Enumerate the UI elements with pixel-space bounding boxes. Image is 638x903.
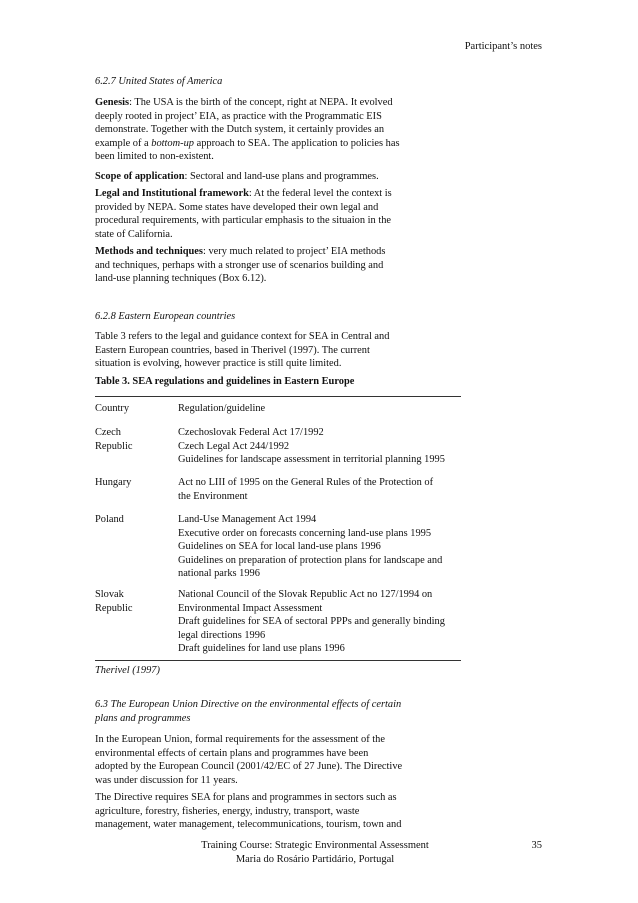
table-row-country xyxy=(95,513,175,527)
regulation-line: Draft guidelines for land use plans 1996 xyxy=(178,643,345,655)
regulation-line: Guidelines for landscape assessment in territorial planning 1995 xyxy=(178,454,445,466)
country-name: Republic xyxy=(95,602,133,614)
paragraph-line: The Directive requires SEA for plans and programmes in sectors such as xyxy=(95,792,397,803)
regulation-line: Czech Legal Act 244/1992 xyxy=(178,440,290,452)
table-row-regulations xyxy=(178,426,460,467)
legal-label: Legal and Institutional framework xyxy=(95,188,249,199)
genesis-line: approach to SEA. The application to policies has xyxy=(193,137,400,149)
country-name: Hungary xyxy=(95,477,132,488)
regulation-line: National Council of the Slovak Republic Act no 127/1994 on xyxy=(178,589,433,600)
genesis-line: demonstrate. Together with the Dutch system, it certainly provides an xyxy=(95,124,385,136)
regulation-line: Environmental Impact Assessment xyxy=(178,602,323,614)
regulation-line: Guidelines on SEA for local land-use plans 1996 xyxy=(178,541,381,553)
regulation-line: Guidelines on preparation of protection plans for landscape and xyxy=(178,554,443,566)
title-line: 6.3 The European Union Directive on the environmental effects of certain xyxy=(95,699,402,710)
methods-label: Methods and techniques xyxy=(95,246,203,257)
table-bottom-rule xyxy=(95,660,461,661)
table-row-regulations xyxy=(178,588,460,656)
paragraph-methods xyxy=(95,245,419,286)
paragraph-scope xyxy=(95,170,419,184)
genesis-line: : The USA is the birth of the concept, right at NEPA. It evolved xyxy=(129,97,393,108)
regulation-line: Draft guidelines for SEA of sectoral PPPs and generally binding xyxy=(178,616,445,628)
section-title-eastern-europe: 6.2.8 Eastern European countries xyxy=(95,311,236,322)
legal-line: provided by NEPA. Some states have developed their own legal and xyxy=(95,201,379,213)
country-name: Poland xyxy=(95,514,124,525)
table-title: Table 3. SEA regulations and guidelines in Eastern Europe xyxy=(95,376,355,387)
genesis-label: Genesis xyxy=(95,97,130,108)
table-row-regulations xyxy=(178,476,460,503)
paragraph-eastern-intro xyxy=(95,330,419,371)
table-row-country xyxy=(95,476,175,490)
paragraph-legal xyxy=(95,187,419,241)
intro-line: Table 3 refers to the legal and guidance context for SEA in Central and xyxy=(95,331,390,342)
paragraph-line: was under discussion for 11 years. xyxy=(95,774,238,786)
regulation-line: Czechoslovak Federal Act 17/1992 xyxy=(178,427,324,438)
genesis-line: been limited to non-existent. xyxy=(95,151,214,163)
page-number: 35 xyxy=(531,840,542,851)
paragraph-eu-sectors xyxy=(95,791,419,832)
scope-label: Scope of application xyxy=(95,171,185,182)
column-header-country: Country xyxy=(95,403,130,414)
regulation-line: Land-Use Management Act 1994 xyxy=(178,514,317,525)
intro-line: situation is evolving, however practice is still quite limited. xyxy=(95,358,342,370)
methods-line: land-use planning techniques (Box 6.12). xyxy=(95,273,267,285)
participants-notes-header: Participant’s notes xyxy=(464,41,542,52)
paragraph-line: management, water management, telecommunications, tourism, town and xyxy=(95,819,402,831)
paragraph-line: agriculture, forestry, fisheries, energy, industry, transport, waste xyxy=(95,805,360,817)
footer-course-title: Training Course: Strategic Environmental Assessment xyxy=(201,840,429,851)
paragraph-line: In the European Union, formal requirements for the assessment of the xyxy=(95,734,385,745)
legal-line: : At the federal level the context is xyxy=(248,188,392,199)
genesis-line: deeply rooted in project’ EIA, as practice with the Programmatic EIS xyxy=(95,110,382,122)
table-row-regulations xyxy=(178,513,460,581)
footer-author: Maria do Rosário Partidário, Portugal xyxy=(235,853,395,865)
country-name: Republic xyxy=(95,440,133,452)
regulation-line: national parks 1996 xyxy=(178,568,260,580)
regulation-line: Act no LIII of 1995 on the General Rules of the Protection of xyxy=(178,477,434,488)
section-title-eu-directive xyxy=(95,698,419,725)
intro-line: Eastern European countries, based in Therivel (1997). The current xyxy=(95,344,370,356)
paragraph-genesis xyxy=(95,96,419,164)
table-row-country xyxy=(95,588,175,615)
legal-line: state of California. xyxy=(95,228,173,240)
section-title-usa: 6.2.7 United States of America xyxy=(95,76,223,87)
genesis-line: example of a xyxy=(95,137,152,149)
title-line: plans and programmes xyxy=(95,712,191,724)
footer xyxy=(150,839,480,867)
country-name: Slovak xyxy=(95,589,124,600)
paragraph-line: adopted by the European Council (2001/42/EC of 27 June). The Directive xyxy=(95,761,403,773)
country-name: Czech xyxy=(95,427,121,438)
regulation-line: Executive order on forecasts concerning land-use plans 1995 xyxy=(178,527,432,539)
methods-line: : very much related to project’ EIA methods xyxy=(202,246,386,257)
scope-text: : Sectoral and land-use plans and programmes. xyxy=(184,171,379,182)
paragraph-eu-intro xyxy=(95,733,419,787)
regulation-line: the Environment xyxy=(178,490,248,502)
table-row-country xyxy=(95,426,175,453)
paragraph-line: environmental effects of certain plans and programmes have been xyxy=(95,747,369,759)
table-top-rule xyxy=(95,396,461,397)
column-header-regulation: Regulation/guideline xyxy=(178,403,266,414)
legal-line: procedural requirements, with particular emphasis to the situaion in the xyxy=(95,215,392,227)
bottom-up-emphasis: bottom-up xyxy=(151,137,194,149)
regulation-line: legal directions 1996 xyxy=(178,629,266,641)
table-source: Therivel (1997) xyxy=(95,665,160,676)
methods-line: and techniques, perhaps with a stronger use of scenarios building and xyxy=(95,259,384,271)
